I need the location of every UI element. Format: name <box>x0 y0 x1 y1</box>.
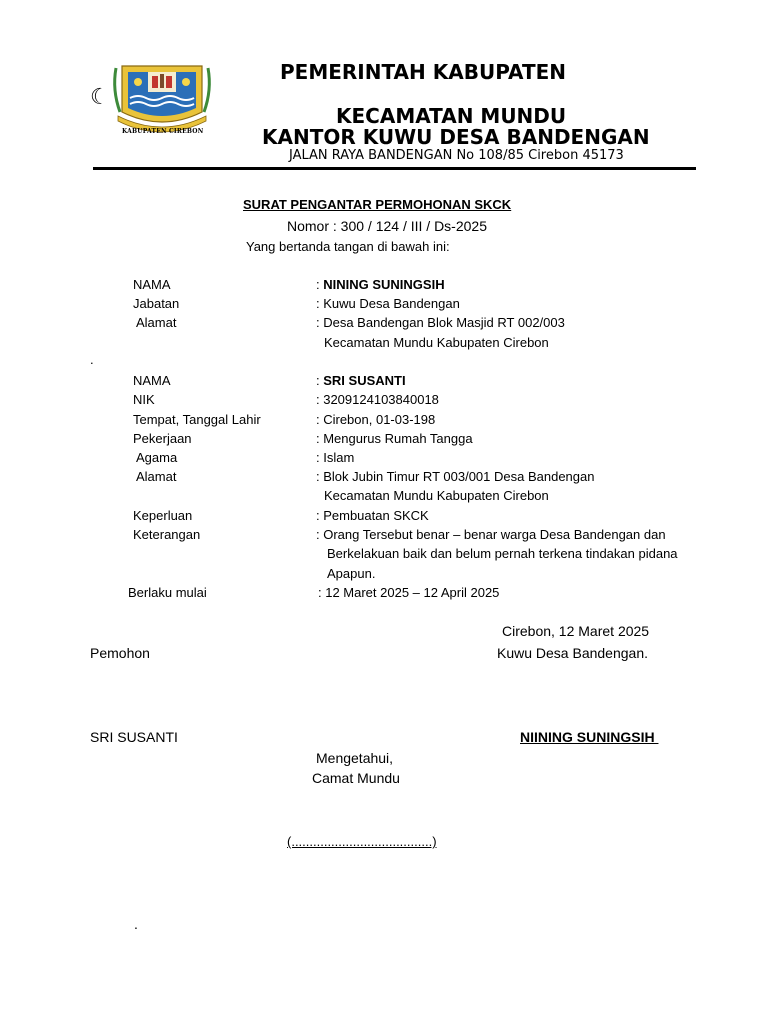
place-date: Cirebon, 12 Maret 2025 <box>502 623 650 639</box>
signatory-address-line1: : Desa Bandengan Blok Masjid RT 002/003 <box>316 315 565 330</box>
signatory-address-label: Alamat <box>136 315 177 330</box>
crescent-mark: ☾ <box>90 84 110 109</box>
applicant-valid-label: Berlaku mulai <box>128 585 207 600</box>
applicant-remarks-line3: Apapun. <box>327 566 376 581</box>
applicant-purpose-label: Keperluan <box>133 508 193 523</box>
applicant-address-line2: Kecamatan Mundu Kabupaten Cirebon <box>324 488 549 503</box>
camat-title: Camat Mundu <box>312 770 400 786</box>
footer-dot: . <box>134 916 138 932</box>
applicant-nik-label: NIK <box>133 392 155 407</box>
signatory-name-label: NAMA <box>133 277 171 292</box>
kuwu-name: NIINING SUNINGSIH <box>520 729 659 745</box>
letterhead-line2: KECAMATAN MUNDU <box>336 104 567 128</box>
letterhead-line3: KANTOR KUWU DESA BANDENGAN <box>262 125 650 149</box>
applicant-address-label: Alamat <box>136 469 177 484</box>
applicant-nik-value: : 3209124103840018 <box>316 392 439 407</box>
letter-number: Nomor : 300 / 124 / III / Ds-2025 <box>287 218 487 234</box>
applicant-address-line1: : Blok Jubin Timur RT 003/001 Desa Bandengan <box>316 469 595 484</box>
signatory-position-label: Jabatan <box>133 296 180 311</box>
kuwu-title: Kuwu Desa Bandengan. <box>497 645 648 661</box>
applicant-ttl-value: : Cirebon, 01-03-198 <box>316 412 436 427</box>
applicant-name-label: NAMA <box>133 373 171 388</box>
pemohon-title: Pemohon <box>90 645 150 661</box>
signatory-name-colon: : NINING SUNINGSIH <box>316 277 445 292</box>
applicant-ttl-label: Tempat, Tanggal Lahir <box>133 412 261 427</box>
applicant-remarks-line2: Berkelakuan baik dan belum pernah terkena tindakan pidana <box>327 546 678 561</box>
letterhead-divider <box>93 167 696 170</box>
letterhead-line1: PEMERINTAH KABUPATEN <box>280 60 566 84</box>
applicant-remarks-label: Keterangan <box>133 527 201 542</box>
letter-intro: Yang bertanda tangan di bawah ini: <box>246 239 450 254</box>
applicant-job-value: : Mengurus Rumah Tangga <box>316 431 473 446</box>
letterhead-address: JALAN RAYA BANDENGAN No 108/85 Cirebon 45173 <box>289 148 624 163</box>
acknowledged-label: Mengetahui, <box>316 750 394 766</box>
signatory-name-value: NINING SUNINGSIH <box>323 277 445 292</box>
applicant-remarks-line1: : Orang Tersebut benar – benar warga Desa Bandengan dan <box>316 527 666 542</box>
applicant-religion-label: Agama <box>136 450 178 465</box>
signatory-position-value: : Kuwu Desa Bandengan <box>316 296 460 311</box>
applicant-valid-value: : 12 Maret 2025 – 12 April 2025 <box>318 585 500 600</box>
pemohon-name: SRI SUSANTI <box>90 729 178 745</box>
applicant-religion-value: : Islam <box>316 450 355 465</box>
applicant-name-colon: : SRI SUSANTI <box>316 373 406 388</box>
logo-caption: KABUPATEN CIREBON <box>122 128 204 135</box>
letter-title: SURAT PENGANTAR PERMOHONAN SKCK <box>243 197 512 212</box>
applicant-purpose-value: : Pembuatan SKCK <box>316 508 429 523</box>
signatory-address-line2: Kecamatan Mundu Kabupaten Cirebon <box>324 335 549 350</box>
camat-signature-placeholder: (.......................................) <box>287 834 437 849</box>
dot-separator: . <box>90 352 94 367</box>
applicant-name-value: SRI SUSANTI <box>323 373 406 388</box>
applicant-job-label: Pekerjaan <box>133 431 192 446</box>
